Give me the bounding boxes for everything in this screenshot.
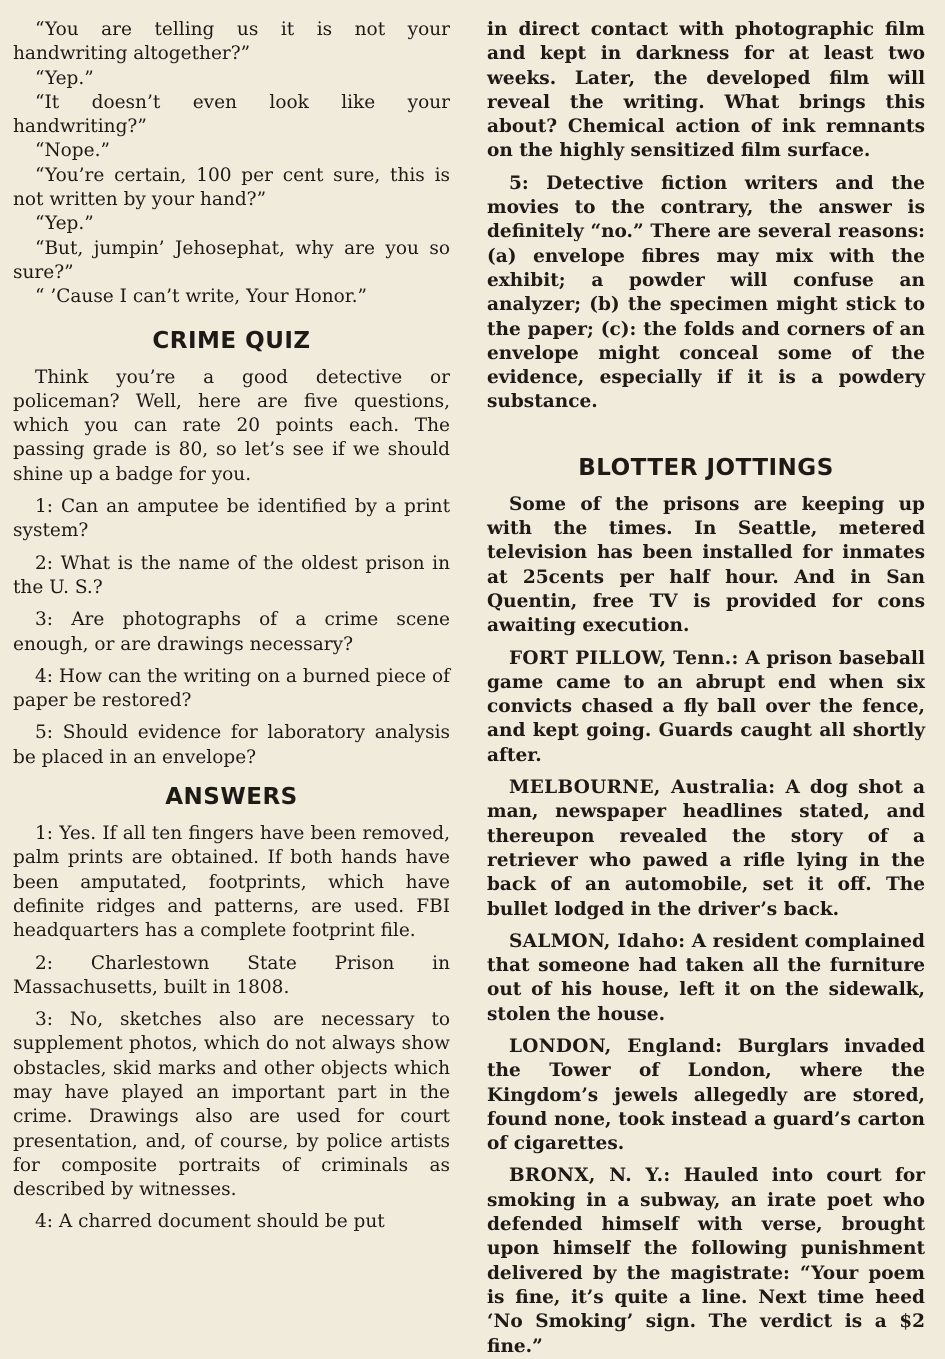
blotter-item	[487, 1035, 925, 1156]
crime-quiz-heading: CRIME QUIZ	[152, 327, 311, 354]
dialogue-line: “ ’Cause I can’t write, Your Honor.”	[35, 286, 367, 308]
answer: 5: Detective fiction writers and the movies to the contrary, the answer is definitely “no.” There are several reasons: (a) envelope fibres may mix with the exhibit; a powder will confuse an analyzer; (b) the specimen might stick to the paper; (c): the folds and corners of an envelope might conceal some of the evidence, especially if it is a powdery substance.	[487, 172, 925, 413]
blotter-jottings-heading: BLOTTER JOTTINGS	[578, 454, 834, 481]
answer-4-continued: in direct contact with photographic film and kept in darkness for at least two weeks. Later, the developed film will reveal the writing. What brings this about? Chemical action of ink remnants on the highly sensitized film surface.	[487, 19, 925, 162]
blotter-item-text: A dog shot a man, newspaper headlines stated, and thereupon revealed the story of a retriever who pawed a rifle lying in the back of an automobile, set it off. The bullet lodged in the driver’s back.	[487, 777, 925, 920]
dialogue-line: “Yep.”	[35, 67, 94, 89]
dialogue-line: “You’re certain, 100 per cent sure, this is not written by your hand?”	[13, 164, 450, 211]
answer: 1: Yes. If all ten fingers have been removed, palm prints are obtained. If both hands have been amputated, footprints, which have definite ridges and patterns, are used. FBI headquarters has a complete footprint file.	[13, 823, 450, 942]
blotter-item-text: A prison baseball game came to an abrupt end when six convicts chased a fly ball over the fence, and kept going. Guards caught all shortly after.	[487, 647, 925, 766]
answer: 2: Charlestown State Prison in Massachusetts, built in 1808.	[13, 952, 450, 998]
dateline: FORT PILLOW, Tenn.:	[509, 647, 739, 669]
dateline: MELBOURNE, Australia:	[509, 777, 776, 799]
answers-heading: ANSWERS	[165, 784, 298, 811]
courtroom-dialogue	[13, 18, 450, 310]
dialogue-line: “It doesn’t even look like your handwriting?”	[13, 91, 450, 138]
blotter-item	[487, 776, 925, 922]
quiz-intro: Think you’re a good detective or policeman? Well, here are five questions, which you can rate 20 points each. The passing grade is 80, so let’s see if we should shine up a badge for you.	[13, 366, 450, 485]
dialogue-line: “You are telling us it is not your handwriting altogether?”	[13, 19, 450, 65]
quiz-question: 1: Can an amputee be identified by a print system?	[13, 496, 450, 542]
blotter-item-text: A resident complained that someone had taken all the furniture out of his house, left it on the sidewalk, stolen the house.	[487, 930, 925, 1025]
blotter-intro: Some of the prisons are keeping up with the times. In Seattle, metered television has been installed for inmates at 25cents per half hour. And in San Quentin, free TV is provided for cons awaiting execution.	[487, 493, 925, 637]
blotter-item-text: Burglars invaded the Tower of London, where the Kingdom’s jewels allegedly are stored, found none, took instead a guard’s carton of cigarettes.	[487, 1035, 925, 1155]
quiz-question: 3: Are photographs of a crime scene enough, or are drawings necessary?	[13, 609, 450, 655]
dateline: SALMON, Idaho:	[509, 930, 686, 952]
answer: 3: No, sketches also are necessary to supplement photos, which do not always show obstacles, skid marks and other objects which may have played an important part in the crime. Drawings also are used for court presentation, and, of course, by police artists for composite portraits of criminals as described by witnesses.	[13, 1009, 450, 1201]
blotter-item-text: Hauled into court for smoking in a subway, an irate poet who defended himself with verse, brought upon himself the following punishment delivered by the magistrate: “Your poem is fine, it’s quite a line. Next time heed ‘No Smoking’ sign. The verdict is a $2 fine.”	[487, 1165, 925, 1357]
dialogue-line: “Nope.”	[35, 140, 110, 162]
dateline: BRONX, N. Y.:	[509, 1165, 671, 1187]
quiz-question: 5: Should evidence for laboratory analysis be placed in an envelope?	[13, 722, 450, 768]
left-column	[13, 18, 450, 1359]
quiz-question: 2: What is the name of the oldest prison in the U. S.?	[13, 552, 450, 598]
answer: 4: A charred document should be put	[35, 1211, 385, 1233]
dialogue-line: “Yep.”	[35, 213, 94, 235]
blotter-item	[487, 647, 925, 768]
dialogue-line: “But, jumpin’ Jehosephat, why are you so sure?”	[13, 237, 450, 283]
columns	[13, 18, 925, 1359]
quiz-question: 4: How can the writing on a burned piece of paper be restored?	[13, 665, 450, 712]
right-column	[487, 18, 925, 1359]
blotter-item	[487, 930, 925, 1027]
dateline: LONDON, England:	[509, 1035, 723, 1057]
